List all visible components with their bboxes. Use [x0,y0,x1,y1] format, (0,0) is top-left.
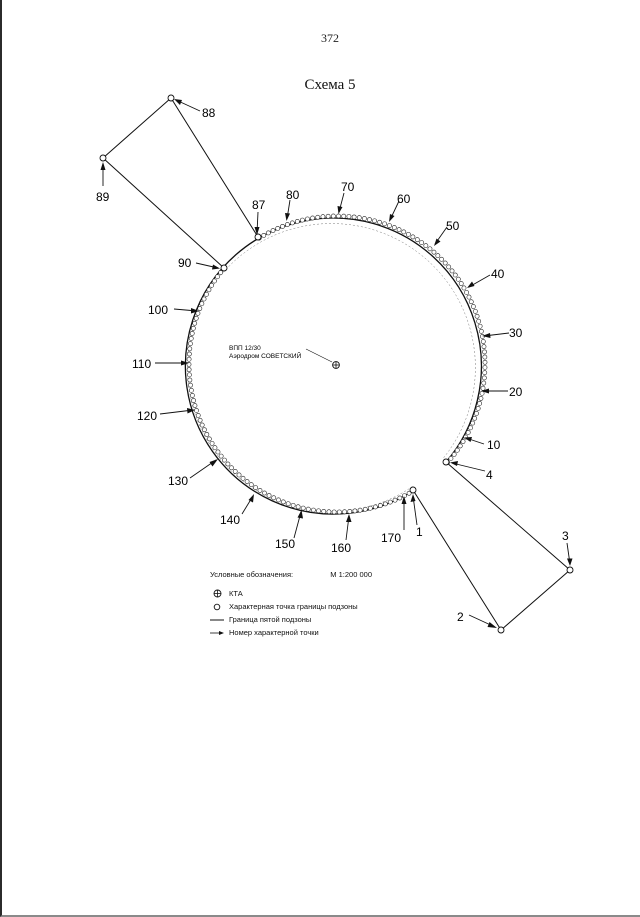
boundary-point-marker [213,446,217,450]
boundary-point-marker [188,383,192,387]
boundary-point-marker [481,386,485,390]
boundary-point-marker [196,311,200,315]
page-number: 372 [321,31,339,45]
boundary-point-marker [483,360,487,364]
boundary-point-marker [189,388,193,392]
boundary-point-marker [373,505,377,509]
label-point-89: 89 [96,190,110,204]
legend-item-label: Граница пятой подзоны [229,615,312,624]
boundary-point-marker [210,441,214,445]
boundary-point-marker [332,510,336,514]
boundary-point-marker [200,423,204,427]
boundary-point-marker [481,339,485,343]
boundary-point-marker [198,306,202,310]
legend-item-kta [210,587,410,600]
boundary-point-marker [357,216,361,220]
boundary-point-marker [348,509,352,513]
boundary-point-marker [479,396,483,400]
boundary-point-marker [190,393,194,397]
boundary-point-marker [382,222,386,226]
boundary-point-marker [291,503,295,507]
boundary-point-marker [439,257,443,261]
label-point-30: 30 [509,326,523,340]
boundary-point-marker [316,215,320,219]
boundary-point-marker [237,473,241,477]
point-90-marker [221,265,227,271]
boundary-point-marker [266,231,270,235]
point-3-marker [567,567,573,573]
boundary-point-marker [473,309,477,313]
boundary-point-marker [272,496,276,500]
boundary-point-marker [188,342,192,346]
boundary-point-marker [204,292,208,296]
boundary-point-marker [368,506,372,510]
boundary-point-marker [271,228,275,232]
boundary-point-marker [459,281,463,285]
point-number-arrow-icon [210,628,224,637]
boundary-point-marker [342,214,346,218]
boundary-point-marker [285,222,289,226]
boundary-point-marker [467,295,471,299]
boundary-point-marker [478,401,482,405]
boundary-point-marker [281,500,285,504]
boundary-point-marker [327,510,331,514]
boundary-point-marker [387,224,391,228]
boundary-point-marker [249,483,253,487]
boundary-point-marker [194,408,198,412]
boundary-point-marker [402,230,406,234]
boundary-point-marker [216,450,220,454]
legend-item-label: КТА [229,589,243,598]
boundary-point-marker [193,321,197,325]
boundary-point-marker [415,238,419,242]
legend-item-boundary-point [210,600,410,613]
boundary-point-marker [321,215,325,219]
kta-marker [333,362,340,369]
boundary-point-marker [443,261,447,265]
boundary-point-marker [193,403,197,407]
boundary-point-marker [482,376,486,380]
boundary-point-marker [267,493,271,497]
boundary-point-marker [393,498,397,502]
boundary-point-marker [229,466,233,470]
boundary-point-marker [198,418,202,422]
boundary-point-marker [462,286,466,290]
boundary-point-marker [280,224,284,228]
boundary-point-marker [241,476,245,480]
boundary-point-marker [358,508,362,512]
boundary-point-marker [305,217,309,221]
boundary-point-marker [207,288,211,292]
boundary-point-marker [453,273,457,277]
label-point-4: 4 [486,468,493,482]
boundary-point-marker [483,365,487,369]
point-1-marker [410,487,416,493]
boundary-point-marker [378,503,382,507]
label-point-10: 10 [487,438,501,452]
boundary-point-marker [222,458,226,462]
point-88-marker [168,95,174,101]
boundary-point-marker [411,235,415,239]
label-point-1: 1 [416,525,423,539]
point-2-marker [498,627,504,633]
boundary-point-marker [187,373,191,377]
boundary-point-marker [353,509,357,513]
boundary-point-marker [276,498,280,502]
boundary-point-marker [474,411,478,415]
boundary-point-marker [362,216,366,220]
boundary-point-marker [450,269,454,273]
boundary-point-marker [482,350,486,354]
boundary-point-marker [336,214,340,218]
label-point-3: 3 [562,529,569,543]
label-point-88: 88 [202,106,216,120]
label-point-2: 2 [457,610,464,624]
boundary-point-marker [189,336,193,340]
boundary-point-marker [196,413,200,417]
boundary-point-marker [286,502,290,506]
runway-label: ВПП 12/30 [229,345,261,352]
boundary-point-marker [388,500,392,504]
boundary-point-marker [482,381,486,385]
boundary-point-marker [473,416,477,420]
boundary-point-marker [471,421,475,425]
boundary-point-marker [322,509,326,513]
boundary-point-marker [276,226,280,230]
boundary-point-marker [478,324,482,328]
boundary-point-marker [301,506,305,510]
legend-item-point-number [210,626,410,639]
boundary-point-marker [424,244,428,248]
boundary-point-marker [398,496,402,500]
label-point-50: 50 [446,219,460,233]
boundary-point-marker [337,510,341,514]
boundary-point-marker [342,510,346,514]
boundary-point-marker [187,357,191,361]
boundary-point-marker [207,437,211,441]
boundary-point-marker [449,456,453,460]
label-point-87: 87 [252,198,266,212]
label-point-60: 60 [397,192,411,206]
boundary-line-icon [210,615,224,624]
boundary-point-marker [363,507,367,511]
scheme-title: Схема 5 [304,77,356,93]
label-point-160: 160 [331,541,352,555]
boundary-point-marker [455,448,459,452]
legend-item-label: Номер характерной точки [229,628,319,637]
boundary-point-marker [347,214,351,218]
boundary-point-marker [452,452,456,456]
boundary-point-marker [436,254,440,258]
point-4-marker [443,459,449,465]
boundary-point-marker [447,265,451,269]
boundary-point-marker [202,297,206,301]
boundary-point-marker [428,247,432,251]
label-point-130: 130 [168,474,189,488]
boundary-point-marker [215,275,219,279]
legend-item-label: Характерная точка границы подзоны [229,602,358,611]
boundary-point-marker [300,218,304,222]
boundary-point-marker [233,469,237,473]
boundary-point-marker [262,491,266,495]
boundary-point-marker [311,216,315,220]
boundary-point-marker [482,345,486,349]
boundary-point-marker [190,331,194,335]
label-point-120: 120 [137,409,158,423]
boundary-point-marker [464,290,468,294]
boundary-point-marker [480,391,484,395]
aerodrome-label: Аэродром СОВЕТСКИЙ [229,353,302,360]
kta-symbol-icon [210,589,224,598]
boundary-point-marker [383,502,387,506]
boundary-point-marker [477,319,481,323]
boundary-point-marker [483,371,487,375]
boundary-point-marker [461,439,465,443]
boundary-point-marker [372,219,376,223]
label-point-90: 90 [178,256,192,270]
boundary-point-marker [352,215,356,219]
boundary-point-marker [212,279,216,283]
boundary-line-north [103,98,258,268]
boundary-point-marker [331,214,335,218]
boundary-point-marker [188,378,192,382]
boundary-point-marker [406,232,410,236]
boundary-point-marker [378,220,382,224]
boundary-point-icon [210,602,224,611]
boundary-point-marker [202,428,206,432]
point-89-marker [100,155,106,161]
boundary-point-marker [219,270,223,274]
boundary-point-marker [194,316,198,320]
boundary-point-marker [456,277,460,281]
boundary-point-marker [191,398,195,402]
boundary-point-marker [306,507,310,511]
boundary-point-marker [187,368,191,372]
boundary-point-marker [397,228,401,232]
boundary-point-marker [258,488,262,492]
boundary-point-marker [226,462,230,466]
boundary-point-marker [290,221,294,225]
legend-scale: М 1:200 000 [330,570,372,579]
label-point-170: 170 [381,531,402,545]
kta-leader-line [306,349,332,362]
boundary-point-marker [200,302,204,306]
label-point-80: 80 [286,188,300,202]
boundary-point-marker [296,505,300,509]
boundary-point-marker [311,508,315,512]
boundary-point-marker [367,218,371,222]
label-point-100: 100 [148,303,169,317]
legend-heading: Условные обозначения: [210,570,294,579]
boundary-point-marker [402,494,406,498]
boundary-point-marker [471,304,475,308]
boundary-point-marker [420,240,424,244]
boundary-point-marker [245,479,249,483]
label-point-20: 20 [509,385,523,399]
boundary-point-marker [469,300,473,304]
boundary-point-marker [253,486,257,490]
boundary-point-marker [219,454,223,458]
boundary-point-marker [188,347,192,351]
label-point-110: 110 [132,357,152,371]
boundary-point-marker [191,326,195,330]
boundary-point-marker [205,432,209,436]
boundary-point-marker [262,233,266,237]
boundary-point-marker [475,314,479,318]
label-point-150: 150 [275,537,296,551]
boundary-point-marker [326,214,330,218]
boundary-point-marker [432,250,436,254]
label-point-140: 140 [220,513,241,527]
boundary-point-marker [187,352,191,356]
point-87-marker [255,234,261,240]
boundary-point-marker [210,283,214,287]
boundary-point-marker [483,355,487,359]
boundary-point-marker [476,406,480,410]
boundary-point-marker [479,329,483,333]
boundary-point-marker [458,444,462,448]
label-point-70: 70 [341,180,355,194]
boundary-point-marker [466,430,470,434]
legend-item-boundary-line [210,613,410,626]
boundary-point-marker [468,426,472,430]
legend [210,570,410,639]
boundary-point-marker [316,509,320,513]
label-point-40: 40 [491,267,505,281]
boundary-point-marker [392,225,396,229]
boundary-point-marker [295,219,299,223]
boundary-line-east [413,462,570,630]
